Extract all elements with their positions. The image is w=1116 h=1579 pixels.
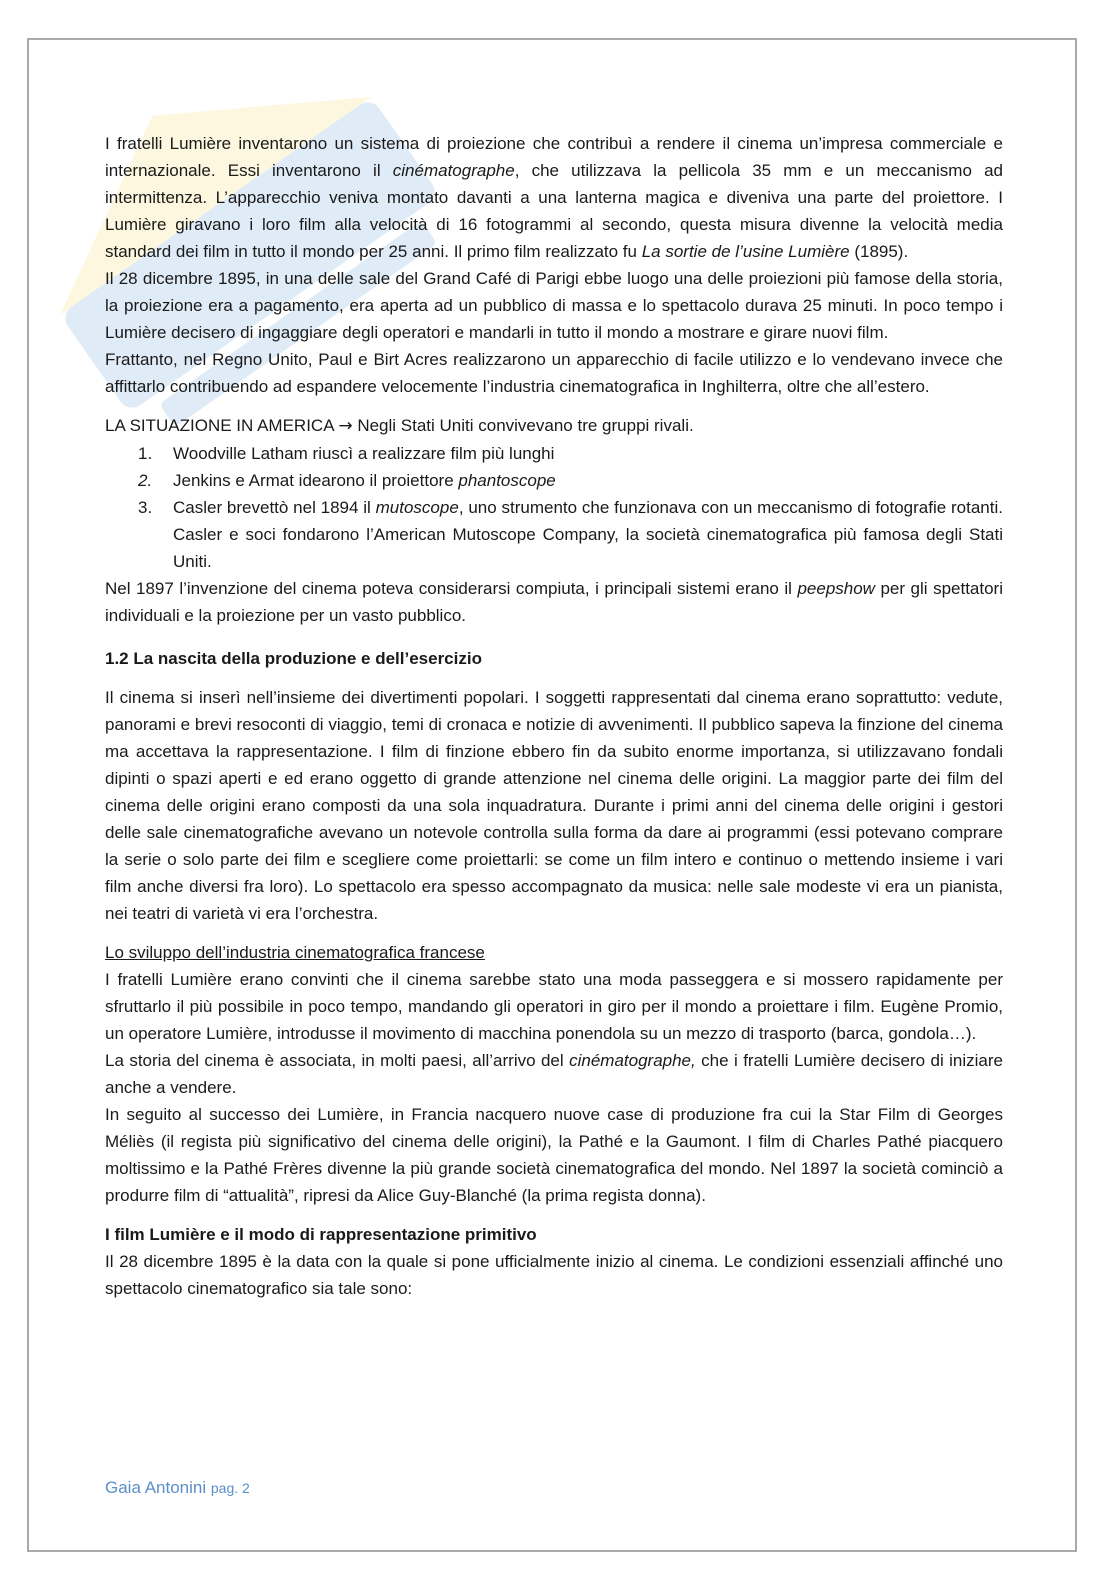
list-item: 3. Casler brevettò nel 1894 il mutoscope, uno strumento che funzionava con un meccanismo di fotografie rotanti. Casler e soci fondarono l’American Mutoscope Company, la società cinematografica più famosa degli Stati Uniti.	[138, 498, 1003, 571]
list-item: 2. Jenkins e Armat idearono il proiettore phantoscope	[138, 471, 556, 490]
paragraph-28-dicembre: Il 28 dicembre 1895 è la data con la quale si pone ufficialmente inizio al cinema. Le condizioni essenziali affinché uno spettacolo cinematografico sia tale sono:	[105, 1252, 1003, 1298]
paragraph-america: LA SITUAZIONE IN AMERICA → Negli Stati Uniti convivevano tre gruppi rivali.	[105, 416, 694, 436]
america-list	[105, 440, 1003, 575]
list-item: 1. Woodville Latham riuscì a realizzare film più lunghi	[138, 444, 555, 463]
paragraph-storia-cinema: La storia del cinema è associata, in molti paesi, all’arrivo del cinématographe, che i fratelli Lumière decisero di iniziare anche a vendere.	[105, 1051, 1003, 1097]
paragraph-case-produzione: In seguito al successo dei Lumière, in Francia nacquero nuove case di produzione fra cui la Star Film di Georges Méliès (il regista più significativo del cinema delle origini), la Pathé e la Gaumont. I film di Charles Pathé piacquero moltissimo e la Pathé Frères divenne la più grande società cinematografica del mondo. Nel 1897 la società cominciò a produrre film di “attualità”, ripresi da Alice Guy-Blanché (la prima regista donna).	[105, 1105, 1003, 1205]
page-content	[105, 130, 1003, 1302]
subheading-industria-francese: Lo sviluppo dell’industria cinematografica francese	[105, 943, 485, 962]
paragraph-moda-passeggera: I fratelli Lumière erano convinti che il cinema sarebbe stato una moda passeggera e si mossero rapidamente per sfruttarlo il più possibile in poco tempo, mandando gli operatori in giro per il mondo a proiettare i film. Eugène Promio, un operatore Lumière, introdusse il movimento di macchina ponendola su un mezzo di trasporto (barca, gondola…).	[105, 970, 1003, 1043]
paragraph-grand-cafe: Il 28 dicembre 1895, in una delle sale del Grand Café di Parigi ebbe luogo una delle proiezioni più famose della storia, la proiezione era a pagamento, era aperta ad un pubblico di massa e lo spettacolo durava 25 minuti. In poco tempo i Lumière decisero di ingaggiare degli operatori e mandarli in tutto il mondo a mostrare e girare nuovi film.	[105, 269, 1003, 342]
paragraph-lumiere-intro: I fratelli Lumière inventarono un sistema di proiezione che contribuì a rendere il cinema un’impresa commerciale e internazionale. Essi inventarono il cinématographe, che utilizzava la pellicola 35 mm e un meccanismo ad intermittenza. L’apparecchio veniva montato davanti a una lanterna magica e diveniva una parte del proiettore. I Lumière giravano i loro film alla velocità di 16 fotogrammi al secondo, questa misura divenne la velocità media standard dei film in tutto il mondo per 25 anni. Il primo film realizzato fu La sortie de l’usine Lumière (1895).	[105, 134, 1003, 261]
paragraph-divertimenti: Il cinema si inserì nell’insieme dei divertimenti popolari. I soggetti rappresentati dal cinema erano soprattutto: vedute, panorami e brevi resoconti di viaggio, temi di cronaca e notizie di avvenimenti. Il pubblico sapeva la finzione del cinema ma accettava la rappresentazione. I film di finzione ebbero fin da subito enorme importanza, si utilizzavano fondali dipinti o spazi aperti e ed erano oggetto di grande attenzione nel cinema delle origini. La maggior parte dei film del cinema delle origini erano composti da una sola inquadratura. Durante i primi anni del cinema delle origini i gestori delle sale cinematografiche avevano un notevole controlla sulla forma da dare ai programmi (essi potevano comprare la serie o solo parte dei film e scegliere come proiettarli: se come un film intero e continuo o mettendo insieme i vari film anche diversi fra loro). Lo spettacolo era spesso accompagnato da musica: nelle sale modeste vi era un pianista, nei teatri di varietà vi era l’orchestra.	[105, 688, 1003, 923]
arrow-right-icon: →	[338, 416, 353, 436]
section-heading-1-2: 1.2 La nascita della produzione e dell’esercizio	[105, 649, 482, 668]
page-footer	[105, 1478, 250, 1498]
paragraph-1897: Nel 1897 l’invenzione del cinema poteva considerarsi compiuta, i principali sistemi erano il peepshow per gli spettatori individuali e la proiezione per un vasto pubblico.	[105, 579, 1003, 625]
footer-author: Gaia Antonini	[105, 1478, 207, 1497]
paragraph-regno-unito: Frattanto, nel Regno Unito, Paul e Birt Acres realizzarono un apparecchio di facile utilizzo e lo vendevano invece che affittarlo contribuendo ad espandere velocemente l’industria cinematografica in Inghilterra, oltre che all’estero.	[105, 350, 1003, 396]
subheading-film-lumiere: I film Lumière e il modo di rappresentazione primitivo	[105, 1225, 537, 1244]
footer-page-number: pag. 2	[210, 1480, 250, 1496]
